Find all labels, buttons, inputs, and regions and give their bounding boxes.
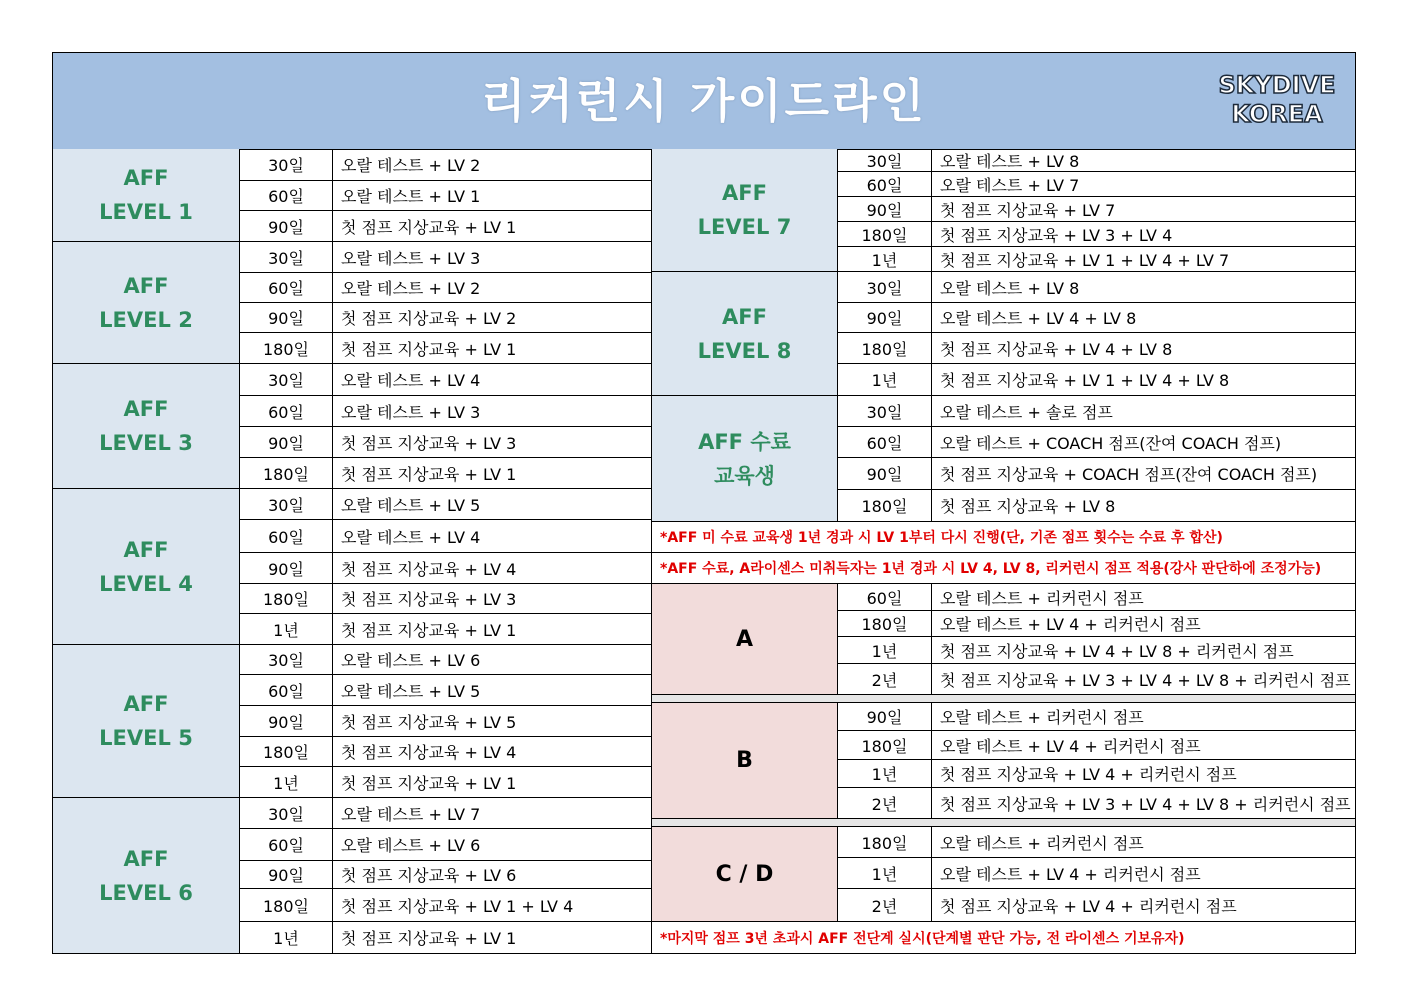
requirement-cell: 첫 점프 지상교육 + LV 1 + LV 4	[333, 889, 652, 922]
group-label-line1: AFF	[722, 181, 767, 205]
period-cell: 30일	[240, 798, 333, 829]
section-separator	[652, 819, 1355, 827]
period-cell: 180일	[838, 611, 932, 637]
level-group-1	[53, 149, 240, 242]
requirement-cell: 오랄 테스트 + LV 5	[333, 675, 652, 706]
requirement-cell: 첫 점프 지상교육 + LV 1	[333, 211, 652, 242]
requirement-cell: 첫 점프 지상교육 + LV 6	[333, 861, 652, 889]
period-cell: 180일	[240, 584, 333, 614]
group-label-line2: 교육생	[714, 463, 775, 488]
period-cell: 30일	[240, 645, 333, 675]
skydive-korea-logo	[1217, 71, 1337, 131]
period-cell: 30일	[838, 149, 932, 172]
period-cell: 90일	[240, 553, 333, 584]
period-cell: 180일	[838, 490, 932, 522]
requirement-cell: 첫 점프 지상교육 + LV 1 + LV 4 + LV 8	[932, 364, 1355, 396]
group-label-line1: AFF	[123, 537, 169, 562]
period-cell: 30일	[240, 149, 333, 181]
group-label-line2: LEVEL 1	[99, 200, 193, 224]
period-cell: 1년	[240, 922, 333, 954]
period-cell: 60일	[838, 172, 932, 197]
requirement-cell: 오랄 테스트 + LV 8	[932, 272, 1355, 303]
period-cell: 180일	[240, 458, 333, 489]
requirement-cell: 오랄 테스트 + LV 3	[333, 396, 652, 427]
period-cell: 30일	[240, 364, 333, 396]
right-group-1	[652, 149, 838, 272]
period-cell: 30일	[240, 242, 333, 273]
level-group-2	[53, 242, 240, 364]
period-cell: 60일	[838, 584, 932, 611]
period-cell: 1년	[838, 760, 932, 788]
requirement-cell: 오랄 테스트 + 리커런시 점프	[932, 827, 1355, 858]
period-cell: 60일	[240, 396, 333, 427]
period-cell: 30일	[838, 272, 932, 303]
requirement-cell: 첫 점프 지상교육 + LV 4 + LV 8 + 리커런시 점프	[932, 637, 1355, 664]
header-bar	[53, 53, 1355, 150]
requirement-cell: 오랄 테스트 + LV 3	[333, 242, 652, 273]
group-label-line2: LEVEL 7	[697, 215, 792, 239]
requirement-cell: 첫 점프 지상교육 + LV 1 + LV 4 + LV 7	[932, 247, 1355, 272]
requirement-cell: 오랄 테스트 + LV 4 + 리커런시 점프	[932, 611, 1355, 637]
license-2: B	[652, 703, 838, 819]
note-graduates-without-license: *AFF 수료, A라이센스 미취득자는 1년 경과 시 LV 4, LV 8, 리커런시 점프 적용(강사 판단하에 조정가능)	[652, 553, 1355, 584]
requirement-cell: 첫 점프 지상교육 + LV 4 + 리커런시 점프	[932, 760, 1355, 788]
period-cell: 90일	[838, 197, 932, 222]
requirement-cell: 오랄 테스트 + LV 4 + 리커런시 점프	[932, 731, 1355, 760]
period-cell: 1년	[838, 858, 932, 889]
group-label-line1: AFF	[123, 846, 169, 871]
requirement-cell: 첫 점프 지상교육 + LV 4 + LV 8	[932, 333, 1355, 364]
license-1: A	[652, 584, 838, 695]
level-group-3	[53, 364, 240, 489]
requirement-cell: 첫 점프 지상교육 + LV 4	[333, 553, 652, 584]
period-cell: 2년	[838, 664, 932, 695]
requirement-cell: 첫 점프 지상교육 + LV 3 + LV 4 + LV 8 + 리커런시 점프	[932, 788, 1355, 819]
level-group-4	[53, 489, 240, 645]
group-label-line1: AFF	[123, 397, 169, 421]
requirement-cell: 오랄 테스트 + LV 6	[333, 829, 652, 861]
requirement-cell: 첫 점프 지상교육 + LV 8	[932, 490, 1355, 522]
group-label-line1: AFF	[123, 692, 169, 716]
requirement-cell: 오랄 테스트 + LV 4 + 리커런시 점프	[932, 858, 1355, 889]
period-cell: 2년	[838, 889, 932, 922]
requirement-cell: 오랄 테스트 + LV 7	[333, 798, 652, 829]
logo-line2: KOREA	[1231, 100, 1323, 128]
period-cell: 90일	[838, 703, 932, 731]
period-cell: 180일	[240, 333, 333, 364]
group-label-line2: LEVEL 4	[99, 571, 193, 596]
requirement-cell: 첫 점프 지상교육 + LV 1	[333, 614, 652, 645]
requirement-cell: 오랄 테스트 + 솔로 점프	[932, 396, 1355, 427]
period-cell: 180일	[240, 889, 333, 922]
period-cell: 90일	[240, 303, 333, 333]
requirement-cell: 오랄 테스트 + LV 1	[333, 181, 652, 211]
requirement-cell: 첫 점프 지상교육 + LV 3	[333, 427, 652, 458]
requirement-cell: 오랄 테스트 + LV 4 + LV 8	[932, 303, 1355, 333]
period-cell: 60일	[838, 427, 932, 458]
requirement-cell: 첫 점프 지상교육 + LV 3	[333, 584, 652, 614]
requirement-cell: 오랄 테스트 + LV 2	[333, 273, 652, 303]
group-label-line1: AFF	[123, 273, 169, 298]
requirement-cell: 오랄 테스트 + 리커런시 점프	[932, 703, 1355, 731]
period-cell: 180일	[240, 737, 333, 767]
period-cell: 90일	[240, 427, 333, 458]
recurrency-sheet	[52, 52, 1356, 954]
period-cell: 180일	[838, 222, 932, 247]
requirement-cell: 첫 점프 지상교육 + LV 1	[333, 767, 652, 798]
period-cell: 90일	[240, 861, 333, 889]
requirement-cell: 첫 점프 지상교육 + LV 1	[333, 333, 652, 364]
requirement-cell: 첫 점프 지상교육 + LV 5	[333, 706, 652, 737]
period-cell: 60일	[240, 520, 333, 553]
level-group-6	[53, 798, 240, 954]
requirement-cell: 오랄 테스트 + LV 4	[333, 520, 652, 553]
period-cell: 1년	[240, 767, 333, 798]
requirement-cell: 첫 점프 지상교육 + LV 4	[333, 737, 652, 767]
period-cell: 180일	[838, 333, 932, 364]
group-label-line2: LEVEL 5	[99, 726, 193, 750]
period-cell: 60일	[240, 675, 333, 706]
period-cell: 180일	[838, 827, 932, 858]
period-cell: 180일	[838, 731, 932, 760]
period-cell: 1년	[240, 614, 333, 645]
period-cell: 90일	[240, 706, 333, 737]
requirement-cell: 오랄 테스트 + LV 5	[333, 489, 652, 520]
level-group-5	[53, 645, 240, 798]
requirement-cell: 첫 점프 지상교육 + COACH 점프(잔여 COACH 점프)	[932, 458, 1355, 490]
group-label-line1: AFF 수료	[698, 429, 791, 454]
group-label-line1: AFF	[123, 166, 169, 190]
section-separator	[652, 695, 1355, 703]
requirement-cell: 오랄 테스트 + LV 8	[932, 149, 1355, 172]
page-title: 리커런시 가이드라인	[481, 74, 927, 128]
requirement-cell: 오랄 테스트 + LV 6	[333, 645, 652, 675]
requirement-cell: 첫 점프 지상교육 + LV 1	[333, 922, 652, 954]
group-label-line1: AFF	[722, 304, 767, 329]
period-cell: 90일	[240, 211, 333, 242]
note-three-year-lapse: *마지막 점프 3년 초과시 AFF 전단계 실시(단계별 판단 가능, 전 라이센스 기보유자)	[660, 931, 1185, 947]
group-label-line2: LEVEL 3	[99, 431, 193, 455]
period-cell: 2년	[838, 788, 932, 819]
note-unfinished-students: *AFF 미 수료 교육생 1년 경과 시 LV 1부터 다시 진행(단, 기존 점프 횟수는 수료 후 합산)	[652, 522, 1355, 553]
requirement-cell: 오랄 테스트 + LV 2	[333, 149, 652, 181]
period-cell: 1년	[838, 247, 932, 272]
group-label-line2: LEVEL 6	[99, 880, 193, 905]
requirement-cell: 오랄 테스트 + LV 7	[932, 172, 1355, 197]
requirement-cell: 첫 점프 지상교육 + LV 3 + LV 4	[932, 222, 1355, 247]
period-cell: 30일	[838, 396, 932, 427]
period-cell: 60일	[240, 829, 333, 861]
requirement-cell: 오랄 테스트 + COACH 점프(잔여 COACH 점프)	[932, 427, 1355, 458]
period-cell: 60일	[240, 273, 333, 303]
group-label-line2: LEVEL 8	[697, 338, 792, 363]
requirement-cell: 첫 점프 지상교육 + LV 2	[333, 303, 652, 333]
license-3: C / D	[652, 827, 838, 922]
requirement-cell: 첫 점프 지상교육 + LV 4 + 리커런시 점프	[932, 889, 1355, 922]
requirement-cell: 첫 점프 지상교육 + LV 1	[333, 458, 652, 489]
requirement-cell: 오랄 테스트 + 리커런시 점프	[932, 584, 1355, 611]
logo-line1: SKYDIVE	[1218, 71, 1336, 99]
period-cell: 30일	[240, 489, 333, 520]
period-cell: 1년	[838, 637, 932, 664]
requirement-cell: 첫 점프 지상교육 + LV 7	[932, 197, 1355, 222]
period-cell: 60일	[240, 181, 333, 211]
period-cell: 1년	[838, 364, 932, 396]
right-group-2	[652, 272, 838, 396]
right-group-3	[652, 396, 838, 522]
requirement-cell: 첫 점프 지상교육 + LV 3 + LV 4 + LV 8 + 리커런시 점프	[932, 664, 1355, 695]
period-cell: 90일	[838, 458, 932, 490]
requirement-cell: 오랄 테스트 + LV 4	[333, 364, 652, 396]
period-cell: 90일	[838, 303, 932, 333]
group-label-line2: LEVEL 2	[99, 307, 193, 332]
